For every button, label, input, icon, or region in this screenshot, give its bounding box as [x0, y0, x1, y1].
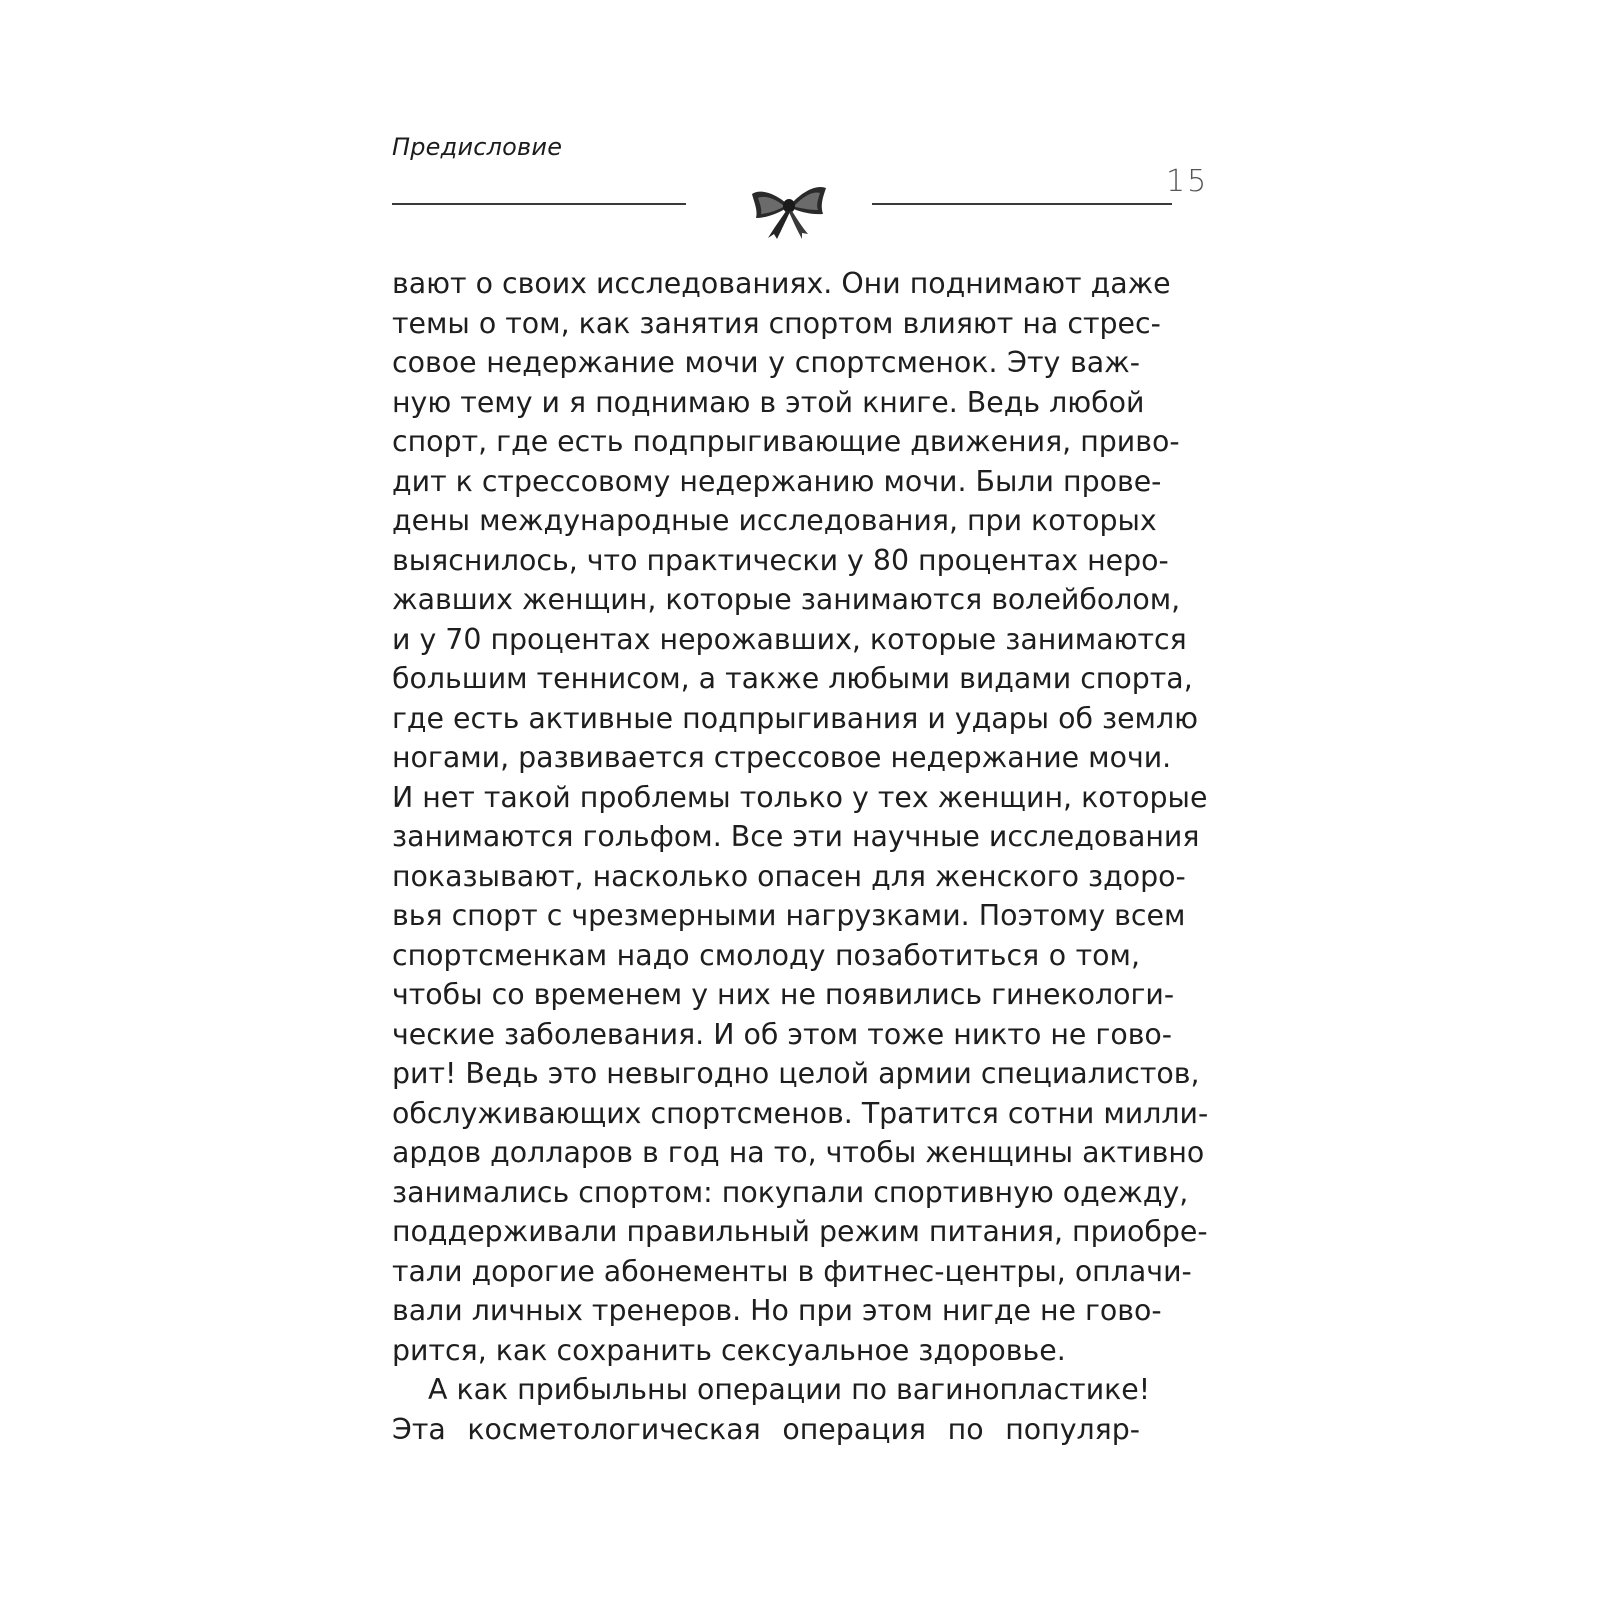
text-line: ногами, развивается стрессовое недержание мочи. — [392, 741, 1172, 774]
text-line: где есть активные подпрыгивания и удары об землю — [392, 701, 1199, 735]
text-line: совое недержание мочи у спортсменок. Эту важ- — [392, 346, 1140, 379]
text-line: обслуживающих спортсменов. Тратится сотни милли- — [392, 1096, 1209, 1130]
text-line: вают о своих исследованиях. Они поднимают даже — [392, 267, 1171, 300]
text-line: занимались спортом: покупали спортивную одежду, — [392, 1175, 1189, 1209]
text-line: Эта косметологическая операция по популяр- — [392, 1412, 1140, 1446]
text-line: спорт, где есть подпрыгивающие движения, приво- — [392, 425, 1180, 458]
text-line-paragraph-end: рится, как сохранить сексуальное здоровье. — [392, 1333, 1066, 1367]
running-title: Предисловие — [392, 133, 563, 161]
text-line: поддерживали правильный режим питания, приобре- — [392, 1215, 1208, 1248]
text-line: занимаются гольфом. Все эти научные исследования — [392, 820, 1200, 853]
text-line: рит! Ведь это невыгодно целой армии специалистов, — [392, 1057, 1200, 1090]
body-text — [392, 264, 1209, 1449]
text-line: большим теннисом, а также любыми видами спорта, — [392, 662, 1193, 695]
text-line: ческие заболевания. И об этом тоже никто не гово- — [392, 1017, 1173, 1051]
text-line: темы о том, как занятия спортом влияют на стрес- — [392, 306, 1161, 340]
header-rule-left — [392, 203, 686, 205]
text-line-paragraph-start: А как прибыльны операции по вагинопластике! — [428, 1373, 1151, 1406]
text-line: ардов долларов в год на то, чтобы женщины активно — [392, 1136, 1205, 1169]
text-line: вали личных тренеров. Но при этом нигде не гово- — [392, 1294, 1162, 1327]
text-line: спортсменкам надо смолоду позаботиться о том, — [392, 938, 1140, 972]
text-line: дены международные исследования, при которых — [392, 504, 1157, 537]
text-line: ную тему и я поднимаю в этой книге. Ведь любой — [392, 385, 1145, 419]
text-line: тали дорогие абонементы в фитнес-центры, оплачи- — [392, 1254, 1192, 1288]
text-line: чтобы со временем у них не появились гинекологи- — [392, 978, 1175, 1011]
text-line: выяснилось, что практически у 80 процентах неро- — [392, 543, 1169, 577]
header-rule-right — [872, 203, 1172, 205]
text-line: и у 70 процентах нерожавших, которые занимаются — [392, 622, 1187, 656]
text-line: дит к стрессовому недержанию мочи. Были прове- — [392, 464, 1162, 498]
text-line: жавших женщин, которые занимаются волейболом, — [392, 583, 1181, 616]
text-line: показывают, насколько опасен для женского здоро- — [392, 859, 1186, 893]
text-line: И нет такой проблемы только у тех женщин, которые — [392, 780, 1208, 814]
page-number: 15 — [1166, 164, 1209, 199]
text-line: вья спорт с чрезмерными нагрузками. Поэтому всем — [392, 899, 1186, 932]
bow-icon — [750, 180, 828, 240]
